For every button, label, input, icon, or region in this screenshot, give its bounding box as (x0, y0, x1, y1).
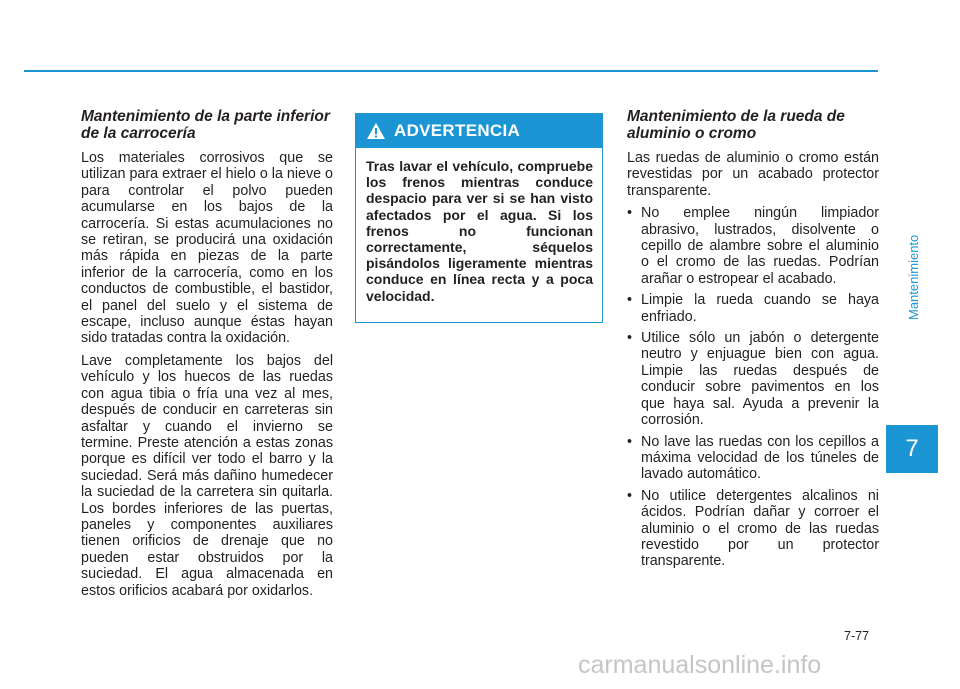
list-item: • Limpie la rueda cuando se haya enfriado. (627, 292, 879, 325)
underbody-section (81, 108, 333, 605)
wheel-intro: Las ruedas de aluminio o cromo están revestidas por un acabado protector transparente. (627, 150, 879, 199)
warning-header (356, 114, 602, 148)
wheel-heading: Mantenimiento de la rueda de aluminio o cromo (627, 108, 845, 142)
underbody-heading: Mantenimiento de la parte inferior de la carrocería (81, 108, 330, 142)
warning-text: Tras lavar el vehículo, compruebe los frenos mientras conduce despacio para ver si se han visto afectados por el agua. Si los frenos no funcionan correctamente, séquelos pisándolos ligeramente mientras conduce en línea recta y a poca velocidad. (366, 158, 593, 304)
list-item: • No emplee ningún limpiador abrasivo, lustrados, disolvente o cepillo de alambre sobre el aluminio o el cromo de las ruedas. Podrían arañar o estropear el acabado. (627, 205, 879, 287)
page-number: 7-77 (844, 629, 870, 643)
warning-title: ADVERTENCIA (394, 121, 521, 140)
list-item: • No utilice detergentes alcalinos ni ácidos. Podrían dañar y corroer el aluminio o el cromo de las ruedas revestido por un protector transparente. (627, 487, 879, 570)
chapter-number-tab: 7 (886, 425, 938, 473)
header-rule (24, 70, 878, 72)
watermark: carmanualsonline.info (578, 651, 822, 679)
list-item: • Utilice sólo un jabón o detergente neutro y enjuague bien con agua. Limpie las ruedas después de conducir sobre pavimentos en los que haya sal. Ayuda a prevenir la corrosión. (627, 330, 879, 429)
warning-triangle-icon (366, 122, 386, 140)
wheel-section (627, 108, 879, 575)
underbody-paragraph-2: Lave completamente los bajos del vehículo y los huecos de las ruedas con agua tibia o fría una vez al mes, después de conducir en carreteras sin asfaltar y cuando el invierno se termine. Preste atención a estas zonas porque es difícil ver todo el barro y la suciedad. Será más dañino humedecer la suciedad de la carretera sin quitarla. Los bordes inferiores de las puertas, paneles y componentes auxiliares tienen orificios de drenaje que no pueden estar obstruidos por la suciedad. El agua almacenada en estos orificios acabará por oxidarlos. (81, 352, 333, 599)
list-item: • No lave las ruedas con los cepillos a máxima velocidad de los túneles de lavado automático. (627, 433, 879, 483)
wheel-bullet-list (627, 205, 879, 570)
warning-box (355, 113, 603, 323)
underbody-paragraph-1: Los materiales corrosivos que se utilizan para extraer el hielo o la nieve o para controlar el polvo pueden acumularse en los bajos de la carrocería. Si estas acumulaciones no se retiran, se producirá una oxidación más rápida en piezas de la parte inferior de la carrocería, como en los conductos de combustible, el bastidor, el panel del suelo y el sistema de escape, incluso aunque éstas hayan sido tratadas contra la oxidación. (81, 150, 333, 347)
section-tab-label: Mantenimiento (906, 234, 921, 320)
